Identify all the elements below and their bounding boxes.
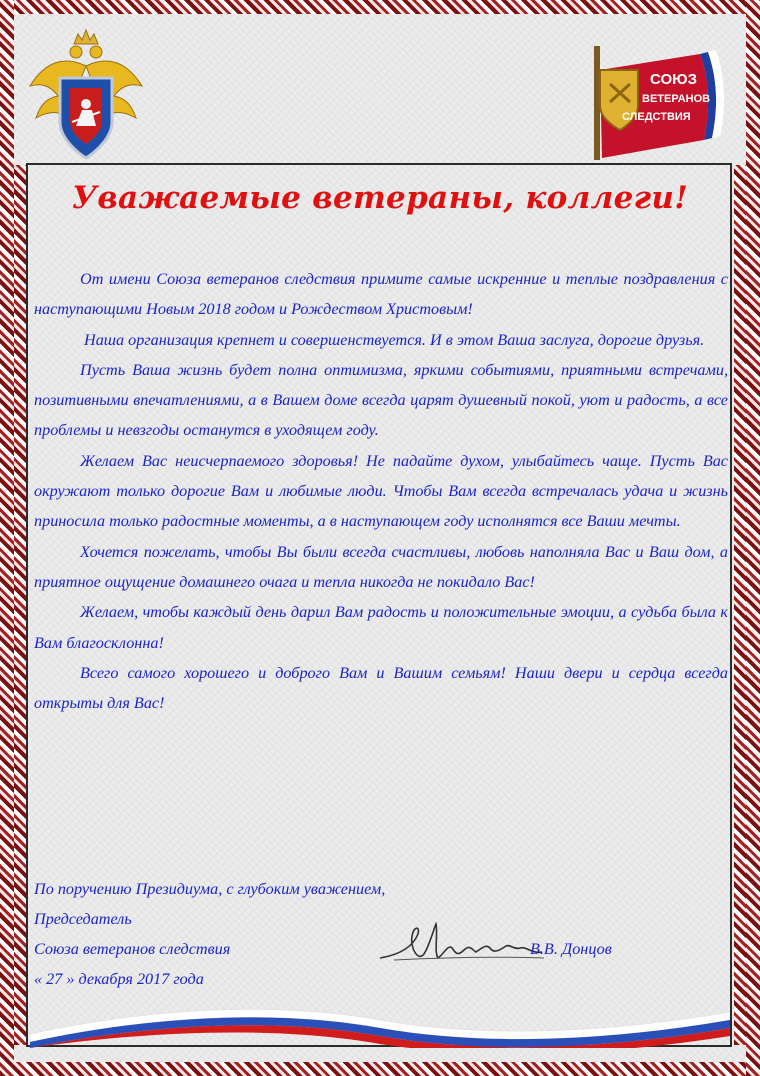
ornamental-border-top xyxy=(0,0,760,14)
paragraph-1: От имени Союза ветеранов следствия примите самые искренние и теплые поздравления с наступающими Новым 2018 годом и Рождеством Христовым! xyxy=(34,270,728,319)
signature-block xyxy=(34,874,734,994)
veterans-union-flag-emblem xyxy=(580,40,730,160)
investigative-committee-emblem xyxy=(26,26,146,166)
ornamental-border-right-inner xyxy=(734,165,746,1045)
paragraph-7: Всего самого хорошего и доброго Вам и Вашим семьям! Наши двери и сердца всегда открыты для Вас! xyxy=(34,663,728,713)
letter-heading: Уважаемые ветераны, коллеги! xyxy=(71,180,689,216)
ornamental-border-left-inner xyxy=(14,165,26,1045)
letter-body xyxy=(34,264,728,718)
emblem-word-3: СЛЕДСТВИЯ xyxy=(622,111,691,123)
ornamental-border-bottom xyxy=(0,1062,760,1076)
paragraph-3: Пусть Ваша жизнь будет полна оптимизма, яркими событиями, приятными встречами, позитивными впечатлениями, а в Вашем доме всегда царят душевный покой, уют и радость, а все проблемы и невзгоды останутся в уходящем году. xyxy=(34,360,728,440)
signature-line-3-row xyxy=(34,934,734,964)
signature-line-2: Председатель xyxy=(34,910,132,928)
signatory-name: В.В. Донцов xyxy=(530,940,612,958)
emblem-word-2: ВЕТЕРАНОВ xyxy=(642,93,711,105)
paragraph-6: Желаем, чтобы каждый день дарил Вам радость и положительные эмоции, а судьба была к Вам благосклонна! xyxy=(34,603,728,652)
paragraph-2: Наша организация крепнет и совершенствуется. И в этом Ваша заслуга, дорогие друзья. xyxy=(84,330,705,349)
signature-line-3: Союза ветеранов следствия xyxy=(34,940,231,958)
ornamental-border-right xyxy=(746,0,760,1076)
paragraph-5: Хочется пожелать, чтобы Вы были всегда счастливы, любовь наполняла Вас и Ваш дом, а приятное ощущение домашнего очага и тепла никогда не покидало Вас! xyxy=(34,542,728,591)
emblem-word-1: СОЮЗ xyxy=(650,71,697,88)
signature-date: « 27 » декабря 2017 года xyxy=(34,970,204,988)
paragraph-4: Желаем Вас неисчерпаемого здоровья! Не падайте духом, улыбайтесь чаще. Пусть Вас окружают только дорогие Вам и любимые люди. Чтобы Вам всегда встречалась удача и жизнь приносила только радостные моменты, а в наступающем году исполнятся все Ваши мечты. xyxy=(34,451,728,531)
tricolor-ribbon xyxy=(30,1000,730,1048)
signature-line-1: По поручению Президиума, с глубоким уважением, xyxy=(34,880,386,898)
ornamental-border-left xyxy=(0,0,14,1076)
